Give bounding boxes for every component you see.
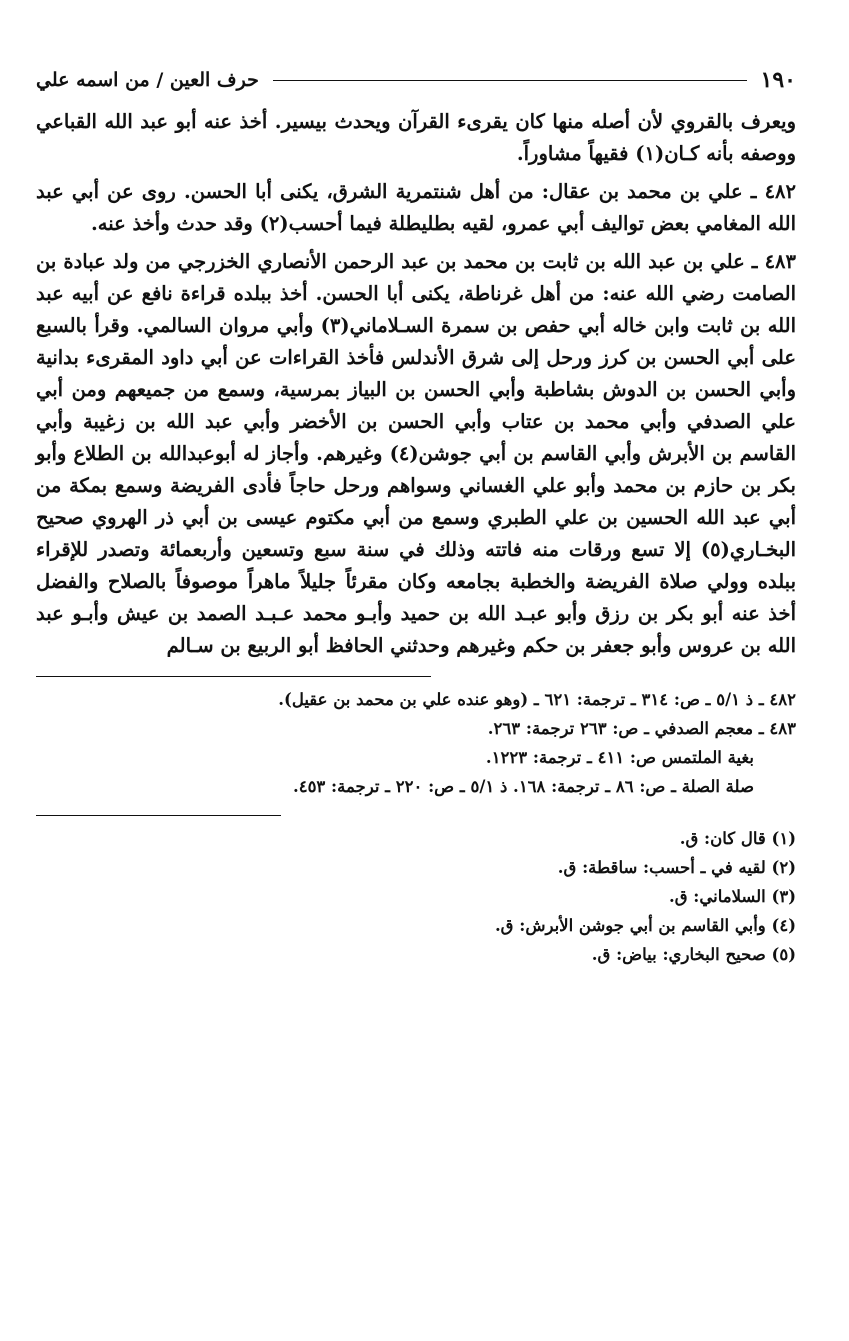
sources-block xyxy=(36,685,796,801)
entry-483: ٤٨٣ ـ علي بن عبد الله بن ثابت بن محمد بن عبد الرحمن الأنصاري الخزرجي من ولد عبادة بن الصامت رضي الله عنه: من أهل غرناطة، يكنى أبا الحسن. أخذ ببلده قراءة نافع عن أبيه عبد الله بن ثابت وابن خاله أبي حفص بن سمرة السـلاماني(٣) وأبي مروان السالمي. وقرأ بالسبع على أبي الحسن بن كرز ورحل إلى شرق الأندلس فأخذ القراءات عن أبي داود المقرىء بدانية وأبي الحسن بن الدوش بشاطبة وأبي الحسن بن البياز بمرسية، وسمع من جميعهم ومن أبي علي الصدفي وأبي محمد بن عتاب وأبي الحسن بن الأخضر وأبي عبد الله بن زغيبة وأبي القاسم بن الأبرش وأبي القاسم بن أبي جوشن(٤) وغيرهم. وأجاز له أبوعبدالله بن الطلاع وأبو بكر بن حازم بن محمد وأبو علي الغساني وسواهم ورحل حاجاً فأدى الفريضة وسمع بمكة من أبي عبد الله الحسين بن علي الطبري وسمع من أبي مكتوم عيسى بن أبي ذر الهروي صحيح البخـاري(٥) إلا تسع ورقات منه فاتته وذلك في سنة سبع وتسعين وأربعمائة وتصدر للإقراء ببلده وولي صلاة الفريضة والخطبة بجامعه وكان مقرئاً جليلاً ماهراً موصوفاً بالصلاح والفضل أخذ عنه أبو بكر بن رزق وأبو عبـد الله بن حميد وأبـو محمد عـبـد الصمد بن عيش وأبـو عبد الله بن عروس وأبو جعفر بن حكم وغيرهم وحدثني الحافظ أبو الربيع بن سـالم xyxy=(36,250,796,657)
footnotes-block xyxy=(36,824,796,969)
footnote: (٤) وأبي القاسم بن أبي جوشن الأبرش: ق. xyxy=(494,916,796,935)
header-rule xyxy=(273,80,747,81)
page-number: ١٩٠ xyxy=(760,67,796,93)
source-line: صلة الصلة ـ ص: ٨٦ ـ ترجمة: ١٦٨. ذ ٥/١ ـ ص: ٢٢٠ ـ ترجمة: ٤٥٣. xyxy=(292,777,754,796)
footnote: (١) قال كان: ق. xyxy=(679,829,796,848)
sources-divider xyxy=(36,676,431,677)
footnote: (٣) السلاماني: ق. xyxy=(668,887,796,906)
footnote: (٢) لقيه في ـ أحسب: ساقطة: ق. xyxy=(557,858,796,877)
book-page xyxy=(36,58,796,969)
paragraph-continuation: ويعرف بالقروي لأن أصله منها كان يقرىء القرآن ويحدث بيسير. أخذ عنه أبو عبد الله القباعي ووصفه بأنه كـان(١) فقيهاً مشاوراً. xyxy=(36,110,796,165)
chapter-title: حرف العين / من اسمه علي xyxy=(36,69,259,91)
footnotes-divider xyxy=(36,815,281,816)
running-header xyxy=(36,58,796,102)
entry-482: ٤٨٢ ـ علي بن محمد بن عقال: من أهل شنتمرية الشرق، يكنى أبا الحسن. روى عن أبي عبد الله المغامي بعض تواليف أبي عمرو، لقيه بطليطلة فيما أحسب(٢) وقد حدث وأخذ عنه. xyxy=(36,180,796,235)
footnote: (٥) صحيح البخاري: بياض: ق. xyxy=(591,945,796,964)
source-line: بغية الملتمس ص: ٤١١ ـ ترجمة: ١٢٢٣. xyxy=(485,748,754,767)
source-line: ٤٨٢ ـ ذ ٥/١ ـ ص: ٣١٤ ـ ترجمة: ٦٢١ ـ (وهو عنده علي بن محمد بن عقيل). xyxy=(278,690,796,709)
source-line: ٤٨٣ ـ معجم الصدفي ـ ص: ٢٦٣ ترجمة: ٢٦٣. xyxy=(487,719,796,738)
